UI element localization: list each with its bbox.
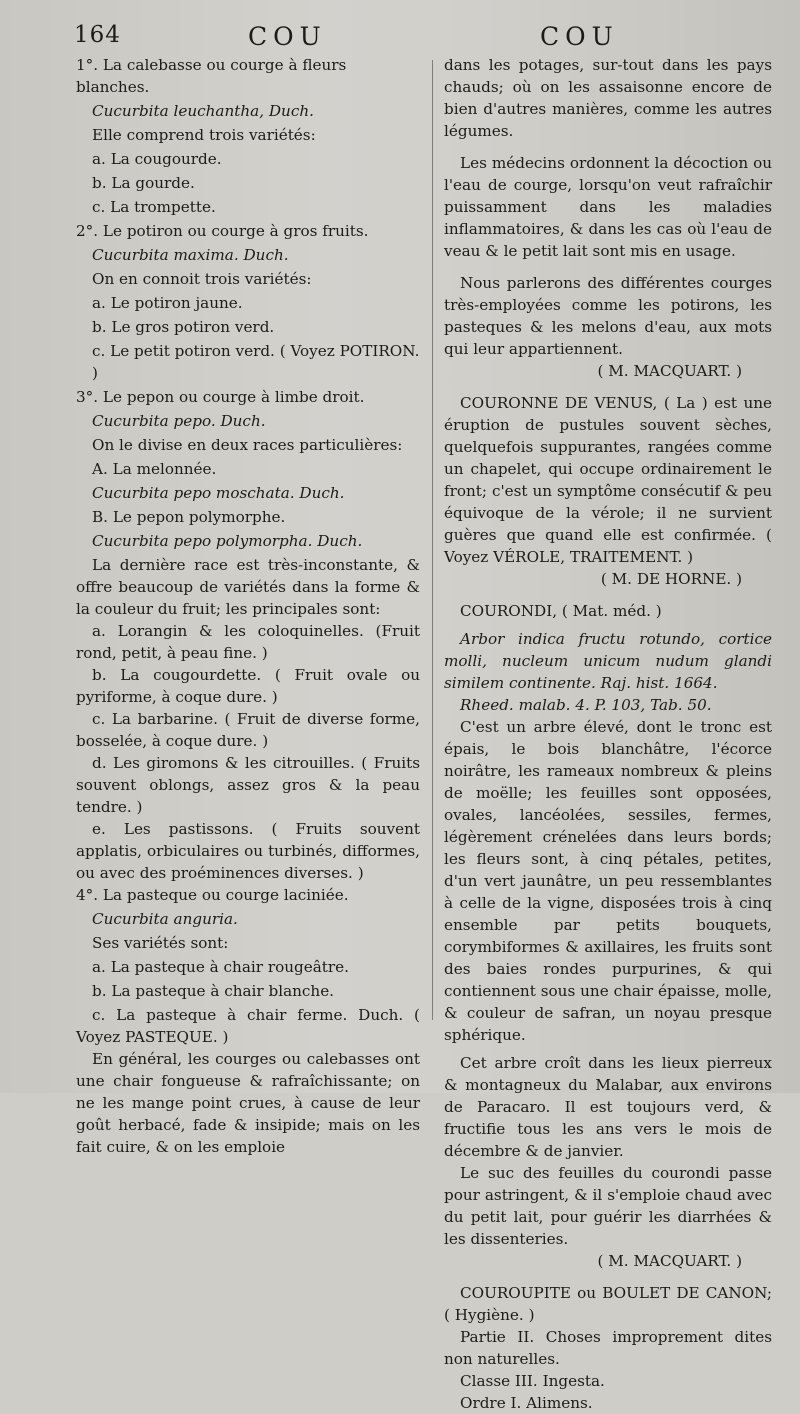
- right-column-paragraph: Nous parlerons des différentes courges très-employées comme les potirons, les pasteques & les melons d'eau, aux mots qui leur appartiennent.: [444, 274, 772, 358]
- left-column-line: A. La melonnée.: [92, 460, 217, 478]
- right-column-paragraph: C'est un arbre élevé, dont le tronc est épais, le bois blanchâtre, l'écorce noirâtre, les rameaux nombreux & pleins de moëlle; les feuilles sont opposées, ovales, lancéolées, sessiles, fermes, légèrement crénelées dans leurs bords; les fleurs sont, à cinq pétales, petites, d'un vert jaunâtre, un peu ressemblantes à celle de la vigne, disposées trois à cinq ensemble par petits bouquets, corymbiformes & axillaires, les fruits sont des baies rondes purpurines, & qui contiennent sous une chair épaisse, molle, & couleur de safran, un noyau presque sphérique.: [444, 718, 772, 1044]
- left-column-paragraph: e. Les pastissons. ( Fruits souvent applatis, orbiculaires ou turbinés, difformes, ou avec des proéminences diverses. ): [76, 820, 420, 882]
- left-column-paragraph: b. La cougourdette. ( Fruit ovale ou pyriforme, à coque dure. ): [76, 666, 420, 706]
- left-column-line: a. La pasteque à chair rougeâtre.: [92, 958, 349, 976]
- left-column-paragraph: d. Les giromons & les citrouilles. ( Fruits souvent oblongs, assez gros & la peau tendre. ): [76, 754, 420, 816]
- left-column-paragraph: a. Lorangin & les coloquinelles. (Fruit rond, petit, à peau fine. ): [76, 622, 420, 662]
- left-column-line: c. La trompette.: [92, 198, 216, 216]
- left-column-line: Elle comprend trois variétés:: [92, 126, 316, 144]
- spacer: [444, 590, 772, 600]
- author-signature: ( M. MACQUART. ): [597, 1252, 742, 1270]
- left-column-line: Cucurbita maxima. Duch.: [92, 246, 289, 264]
- left-column-line: Cucurbita pepo polymorpha. Duch.: [92, 532, 363, 550]
- page-number: 164: [74, 22, 121, 48]
- left-column-line: 4°. La pasteque ou courge laciniée.: [76, 886, 349, 904]
- left-column-line: Cucurbita pepo. Duch.: [92, 412, 266, 430]
- right-column-paragraph: Arbor indica fructu rotundo, cortice molli, nucleum unicum nudum glandi similem continente. Raj. hist. 1664.: [444, 630, 772, 692]
- right-column-paragraph: COURONDI, ( Mat. méd. ): [460, 602, 662, 620]
- author-signature: ( M. MACQUART. ): [597, 362, 742, 380]
- left-column-paragraph: La dernière race est très-inconstante, & offre beaucoup de variétés dans la forme & la couleur du fruit; les principales sont:: [76, 556, 420, 618]
- right-column: [444, 54, 772, 1414]
- spacer: [444, 262, 772, 272]
- left-column: [76, 54, 420, 1158]
- right-column-paragraph: COURONNE DE VENUS, ( La ) est une éruption de pustules souvent sèches, quelquefois suppurantes, rangées comme un chapelet, qui occupe ordinairement le front; c'est un symptôme consécutif & peu équivoque de la vérole; il ne survient guères que quand elle est confirmée. ( Voyez VÉROLE, TRAITEMENT. ): [444, 394, 772, 566]
- left-column-paragraph: c. La pasteque à chair ferme. Duch. ( Voyez PASTEQUE. ): [76, 1006, 420, 1046]
- right-column-paragraph: Rheed. malab. 4. P. 103, Tab. 50.: [460, 696, 712, 714]
- left-column-line: Cucurbita anguria.: [92, 910, 238, 928]
- right-column-paragraph: dans les potages, sur-tout dans les pays chauds; où on les assaisonne encore de bien d'autres manières, comme les autres légumes.: [444, 56, 772, 140]
- left-column-line: B. Le pepon polymorphe.: [92, 508, 286, 526]
- left-column-line: b. Le gros potiron verd.: [92, 318, 275, 336]
- right-column-paragraph: Les médecins ordonnent la décoction ou l'eau de courge, lorsqu'on veut rafraîchir puissamment dans les maladies inflammatoires, & dans les cas où l'eau de veau & le petit lait sont mis en usage.: [444, 154, 772, 260]
- left-column-line: a. Le potiron jaune.: [92, 294, 243, 312]
- left-column-line: 1°. La calebasse ou courge à fleurs blanches.: [76, 56, 347, 96]
- right-column-paragraph: Ordre I. Alimens.: [460, 1394, 593, 1412]
- running-head-left: COU: [248, 22, 327, 51]
- left-column-line: Ses variétés sont:: [92, 934, 229, 952]
- left-column-line: Cucurbita leuchantha, Duch.: [92, 102, 314, 120]
- spacer: [444, 382, 772, 392]
- left-column-line: c. Le petit potiron verd. ( Voyez POTIRON. ): [92, 342, 420, 382]
- right-column-paragraph: COUROUPITE ou BOULET DE CANON; ( Hygiène. ): [444, 1284, 772, 1324]
- left-column-paragraph: En général, les courges ou calebasses ont une chair fongueuse & rafraîchissante; on ne les mange point crues, à cause de leur goût herbacé, fade & insipide; mais on les fait cuire, & on les emploie: [76, 1050, 420, 1156]
- author-signature: ( M. DE HORNE. ): [600, 570, 742, 588]
- right-column-paragraph: Cet arbre croît dans les lieux pierreux & montagneux du Malabar, aux environs de Paracaro. Il est toujours verd, & fructifie tous les ans vers le mois de décembre & de janvier.: [444, 1054, 772, 1160]
- left-column-line: b. La pasteque à chair blanche.: [92, 982, 335, 1000]
- left-column-line: b. La gourde.: [92, 174, 195, 192]
- left-column-line: a. La cougourde.: [92, 150, 222, 168]
- left-column-line: Cucurbita pepo moschata. Duch.: [92, 484, 345, 502]
- left-column-line: On en connoit trois variétés:: [92, 270, 312, 288]
- right-column-paragraph: Partie II. Choses improprement dites non naturelles.: [444, 1328, 772, 1368]
- left-column-line: On le divise en deux races particulières:: [92, 436, 403, 454]
- left-column-line: 3°. Le pepon ou courge à limbe droit.: [76, 388, 365, 406]
- spacer: [444, 142, 772, 152]
- left-column-line: 2°. Le potiron ou courge à gros fruits.: [76, 222, 369, 240]
- column-divider: [432, 60, 433, 1020]
- running-head-right: COU: [540, 22, 619, 51]
- right-column-paragraph: Le suc des feuilles du courondi passe pour astringent, & il s'emploie chaud avec du petit lait, pour guérir les diarrhées & les dissenteries.: [444, 1164, 772, 1248]
- right-column-paragraph: Classe III. Ingesta.: [460, 1372, 605, 1390]
- left-column-paragraph: c. La barbarine. ( Fruit de diverse forme, bosselée, à coque dure. ): [76, 710, 420, 750]
- spacer: [444, 1272, 772, 1282]
